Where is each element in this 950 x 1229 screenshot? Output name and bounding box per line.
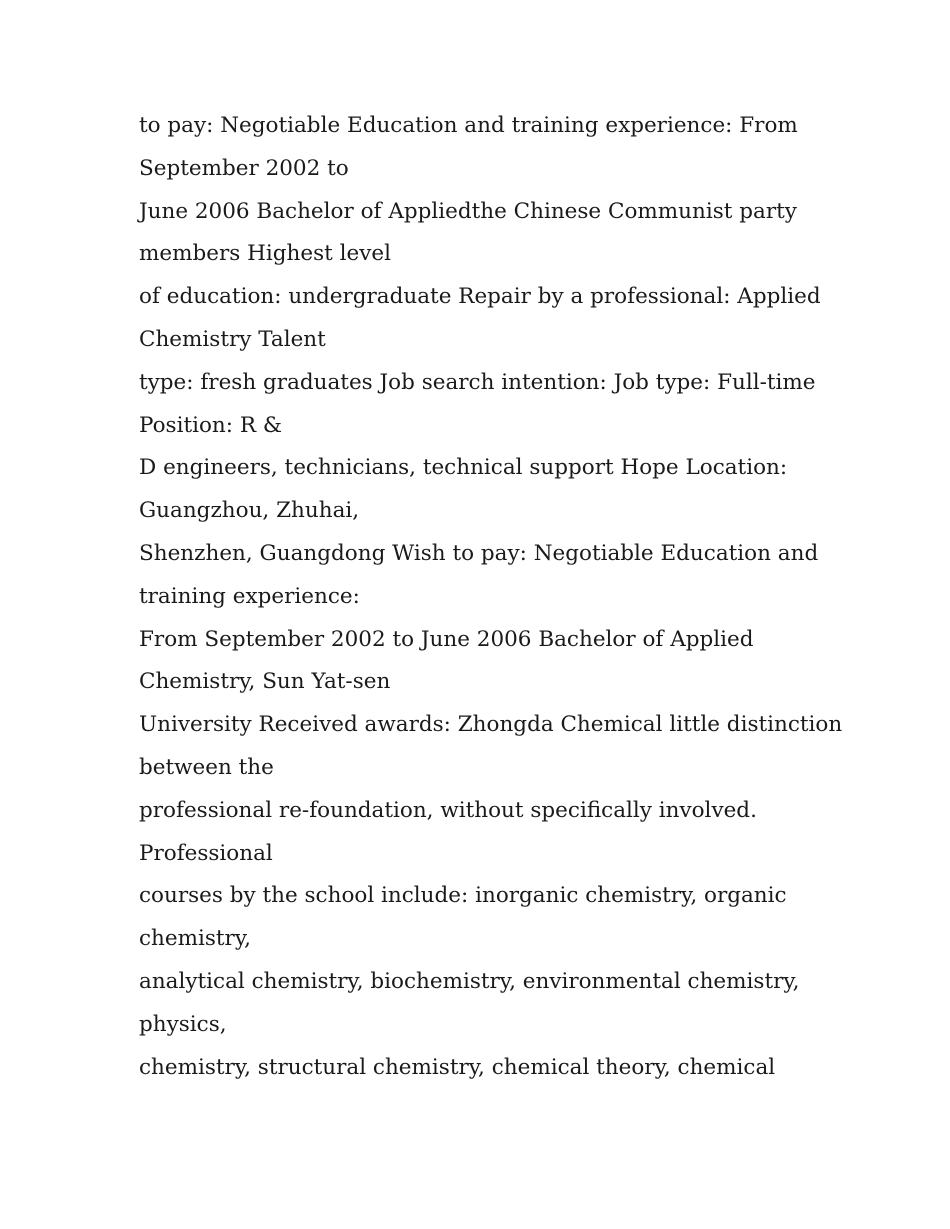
- text-line: members Highest level: [139, 241, 391, 267]
- text-line: D engineers, technicians, technical support Hope Location:: [139, 455, 788, 481]
- text-line: Chemistry, Sun Yat-sen: [139, 669, 391, 695]
- text-line: physics,: [139, 1011, 227, 1037]
- text-line: courses by the school include: inorganic chemistry, organic: [139, 883, 787, 909]
- text-line: University Received awards: Zhongda Chemical little distinction: [139, 712, 843, 738]
- text-line: to pay: Negotiable Education and training experience: From: [139, 113, 798, 138]
- text-line: Guangzhou, Zhuhai,: [139, 498, 360, 524]
- text-line: Shenzhen, Guangdong Wish to pay: Negotiable Education and: [139, 540, 819, 566]
- text-line: September 2002 to: [139, 155, 349, 181]
- text-line: professional re-foundation, without specifically involved.: [139, 797, 757, 823]
- text-line: chemistry, structural chemistry, chemical theory, chemical: [139, 1054, 776, 1080]
- text-line: of education: undergraduate Repair by a professional: Applied: [139, 284, 821, 310]
- text-line: Professional: [139, 840, 273, 866]
- text-line: between the: [139, 754, 274, 780]
- text-line: analytical chemistry, biochemistry, environmental chemistry,: [139, 968, 800, 994]
- body-text: [139, 105, 843, 1089]
- text-line: Chemistry Talent: [139, 326, 326, 352]
- text-line: June 2006 Bachelor of Appliedthe Chinese Communist party: [139, 198, 797, 224]
- text-line: chemistry,: [139, 926, 251, 952]
- text-line: type: fresh graduates Job search intention: Job type: Full-time: [139, 369, 816, 395]
- text-line: Position: R &: [139, 412, 282, 438]
- text-line: training experience:: [139, 583, 360, 609]
- text-line: From September 2002 to June 2006 Bachelor of Applied: [139, 626, 754, 652]
